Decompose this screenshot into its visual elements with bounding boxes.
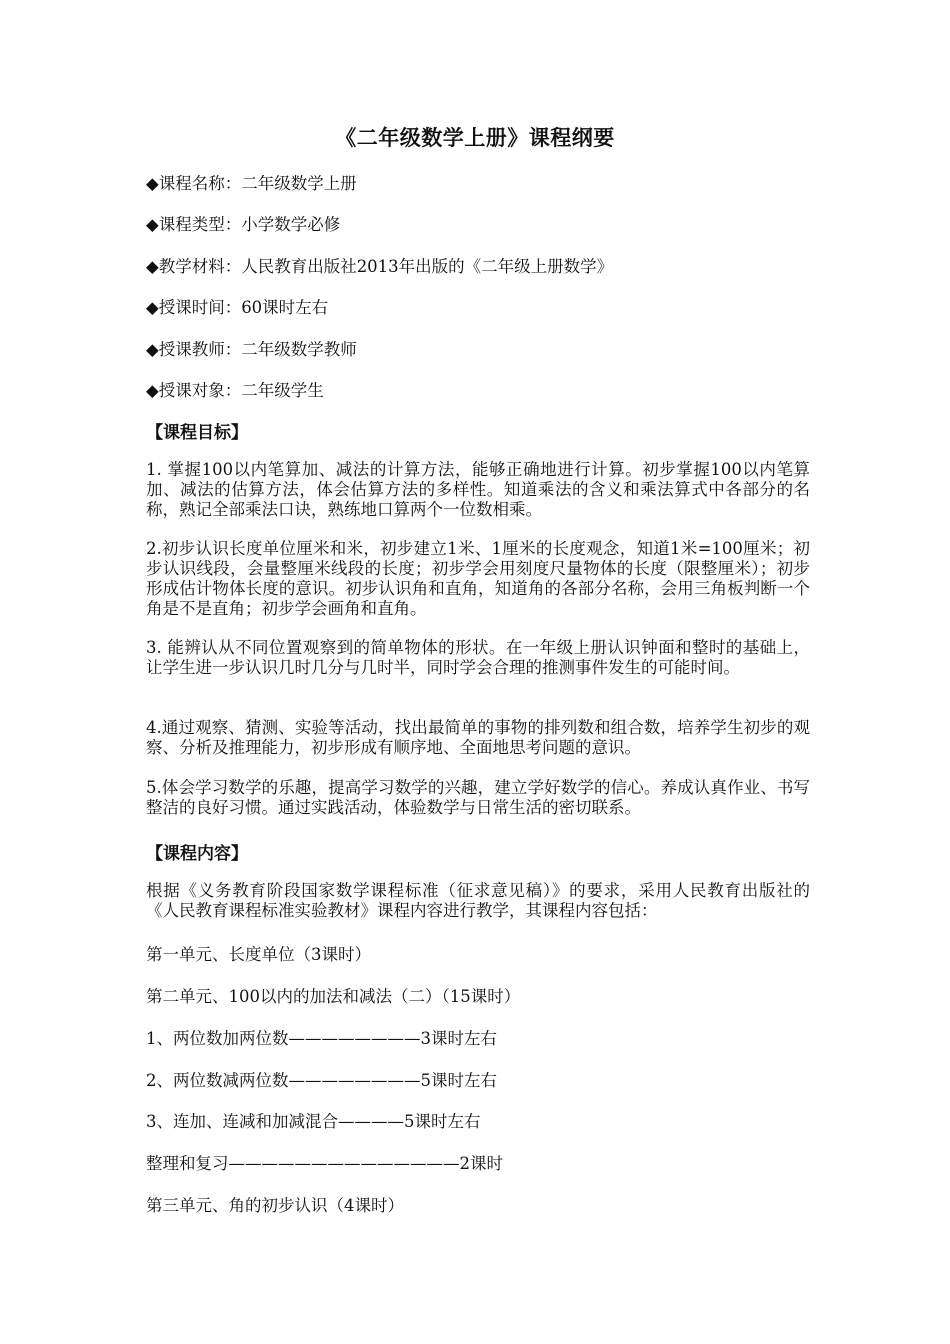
section-heading-goals: 【课程目标】: [146, 423, 248, 443]
info-teacher: ◆授课教师：二年级数学教师: [146, 340, 357, 359]
goal-item-4: 4.通过观察、猜测、实验等活动，找出最简单的事物的排列数和组合数，培养学生初步的观察、分析及推理能力，初步形成有顺序地、全面地思考问题的意识。: [146, 718, 810, 757]
section-heading-content: 【课程内容】: [146, 844, 248, 864]
goal-item-5: 5.体会学习数学的乐趣，提高学习数学的兴趣，建立学好数学的信心。养成认真作业、书写整洁的良好习惯。通过实践活动，体验数学与日常生活的密切联系。: [146, 778, 810, 817]
content-sub-3: 3、连加、连减和加减混合————5课时左右: [146, 1112, 481, 1131]
content-unit-1: 第一单元、长度单位（3课时）: [146, 945, 371, 964]
page-title: 《二年级数学上册》课程纲要: [335, 126, 615, 150]
content-sub-2: 2、两位数减两位数————————5课时左右: [146, 1071, 497, 1090]
content-unit-3: 第三单元、角的初步认识（4课时）: [146, 1196, 404, 1215]
info-course-name: ◆课程名称：二年级数学上册: [146, 174, 357, 193]
info-course-type: ◆课程类型：小学数学必修: [146, 215, 341, 234]
content-review: 整理和复习——————————————2课时: [146, 1154, 503, 1173]
content-sub-1: 1、两位数加两位数————————3课时左右: [146, 1029, 497, 1048]
content-intro: 根据《义务教育阶段国家数学课程标准（征求意见稿）》的要求，采用人民教育出版社的《人民教育课程标准实验教材》课程内容进行教学，其课程内容包括：: [146, 881, 810, 920]
info-materials: ◆教学材料：人民教育出版社2013年出版的《二年级上册数学》: [146, 257, 614, 276]
goal-item-3: 3. 能辨认从不同位置观察到的简单物体的形状。在一年级上册认识钟面和整时的基础上，让学生进一步认识几时几分与几时半，同时学会合理的推测事件发生的可能时间。: [146, 638, 810, 677]
content-unit-2: 第二单元、100以内的加法和减法（二）（15课时）: [146, 987, 521, 1006]
info-hours: ◆授课时间：60课时左右: [146, 298, 329, 317]
info-audience: ◆授课对象：二年级学生: [146, 381, 324, 400]
goal-item-1: 1. 掌握100以内笔算加、减法的计算方法，能够正确地进行计算。初步掌握100以内笔算加、减法的估算方法，体会估算方法的多样性。知道乘法的含义和乘法算式中各部分的名称，熟记全部乘法口诀，熟练地口算两个一位数相乘。: [146, 460, 810, 519]
goal-item-2: 2.初步认识长度单位厘米和米，初步建立1米、1厘米的长度观念，知道1米=100厘米；初步认识线段，会量整厘米线段的长度；初步学会用刻度尺量物体的长度（限整厘米）；初步形成估计物体长度的意识。初步认识角和直角，知道角的各部分名称，会用三角板判断一个角是不是直角；初步学会画角和直角。: [146, 539, 810, 618]
